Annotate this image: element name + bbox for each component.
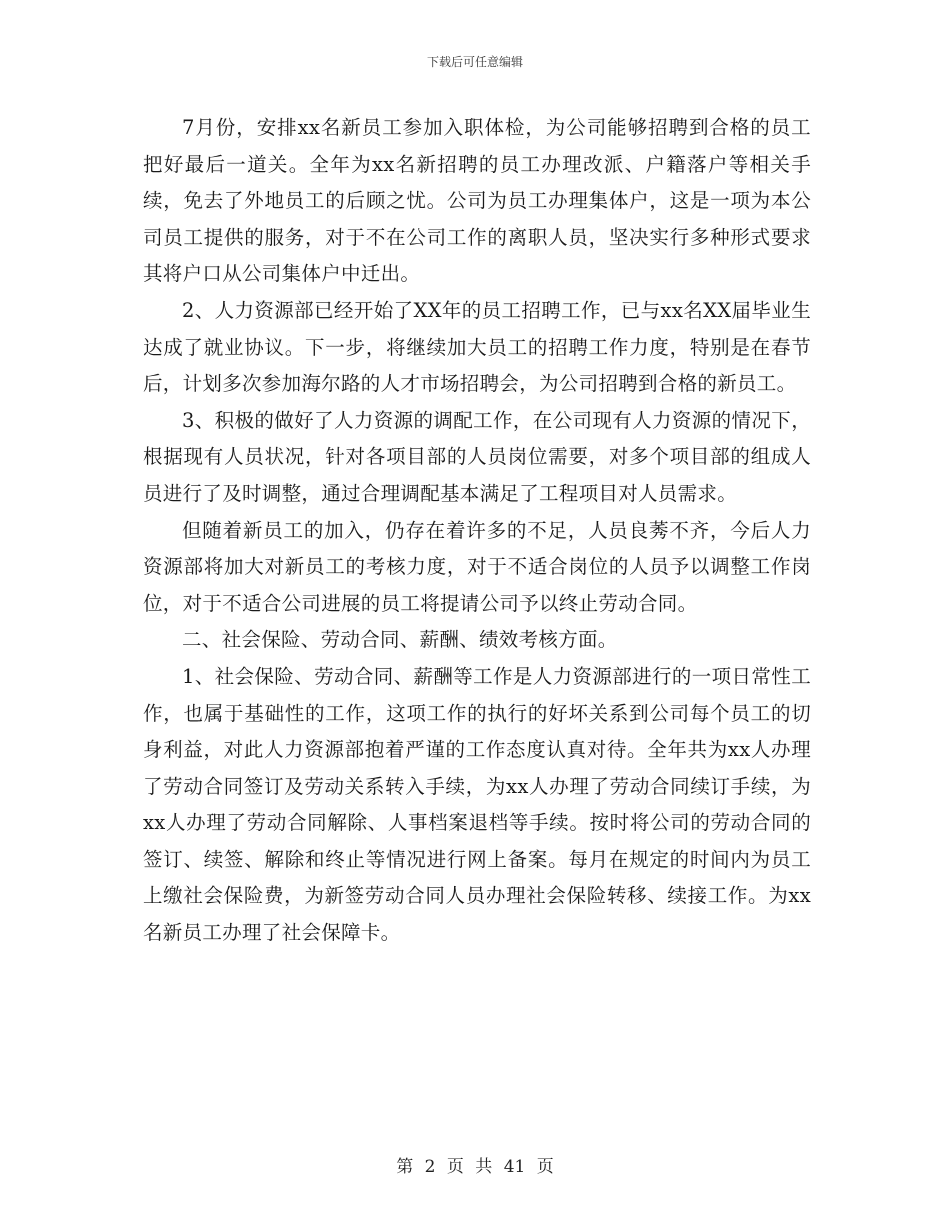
section-heading: 二、社会保险、劳动合同、薪酬、绩效考核方面。	[182, 628, 618, 652]
paragraph: 2、人力资源部已经开始了XX年的员工招聘工作，已与xx名XX届毕业生达成了就业协议。下一步，将继续加大员工的招聘工作力度，特别是在春节后，计划多次参加海尔路的人才市场招聘会，为公司招聘到合格的新员工。	[143, 298, 811, 396]
paragraph: 但随着新员工的加入，仍存在着许多的不足，人员良莠不齐，今后人力资源部将加大对新员工的考核力度，对于不适合岗位的人员予以调整工作岗位，对于不适合公司进展的员工将提请公司予以终止劳动合同。	[143, 518, 811, 615]
paragraph: 3、积极的做好了人力资源的调配工作，在公司现有人力资源的情况下，根据现有人员状况，针对各项目部的人员岗位需要，对多个项目部的组成人员进行了及时调整，通过合理调配基本满足了工程项目对人员需求。	[143, 408, 811, 505]
paragraph: 7月份，安排xx名新员工参加入职体检，为公司能够招聘到合格的员工把好最后一道关。全年为xx名新招聘的员工办理改派、户籍落户等相关手续，免去了外地员工的后顾之忧。公司为员工办理集体户，这是一项为本公司员工提供的服务，对于不在公司工作的离职人员，坚决实行多种形式要求其将户口从公司集体户中迁出。	[143, 116, 811, 286]
page-header: 下载后可任意编辑	[426, 55, 523, 69]
paragraph: 1、社会保险、劳动合同、薪酬等工作是人力资源部进行的一项日常性工作，也属于基础性的工作，这项工作的执行的好坏关系到公司每个员工的切身利益，对此人力资源部抱着严谨的工作态度认真对待。全年共为xx人办理了劳动合同签订及劳动关系转入手续，为xx人办理了劳动合同续订手续，为xx人办理了劳动合同解除、人事档案退档等手续。按时将公司的劳动合同的签订、续签、解除和终止等情况进行网上备案。每月在规定的时间内为员工上缴社会保险费，为新签劳动合同人员办理社会保险转移、续接工作。为xx名新员工办理了社会保障卡。	[143, 664, 811, 945]
document-body	[143, 110, 811, 952]
page-footer: 第 2 页 共 41 页	[396, 1157, 554, 1177]
